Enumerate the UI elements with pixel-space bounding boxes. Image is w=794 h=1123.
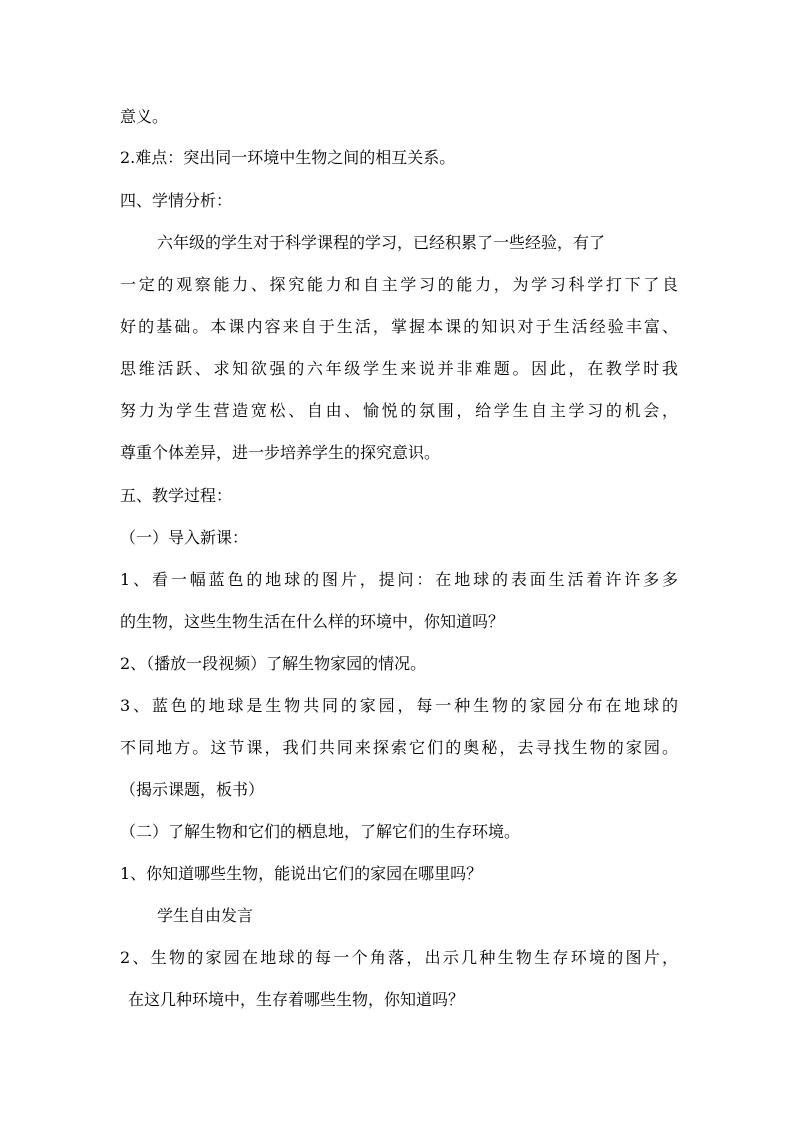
list-item-line: 的生物，这些生物生活在什么样的环境中，你知道吗？ [120,612,505,631]
list-item-line: 2、生物的家园在地球的每一个角落，出示几种生物生存环境的图片， [120,948,678,967]
difficulty-line: 2.难点：突出同一环境中生物之间的相互关系。 [120,148,456,167]
paragraph-line: 好的基础。本课内容来自于生活，掌握本课的知识对于生活经验丰富、 [120,317,678,336]
section-heading: 五、教学过程： [120,486,233,505]
text-line: （揭示课题，板书） [120,780,265,799]
list-item-line: 2、（播放一段视频）了解生物家园的情况。 [120,654,427,673]
subsection-heading: （二）了解生物和它们的栖息地，了解它们的生存环境。 [120,822,521,841]
text-line: 意义。 [120,107,169,126]
list-item-line: 3、蓝色的地球是生物共同的家园，每一种生物的家园分布在地球的 [120,696,678,715]
subsection-heading: （一）导入新课： [120,528,249,547]
paragraph-line: 尊重个体差异，进一步培养学生的探究意识。 [120,443,441,462]
list-item-line: 1、你知道哪些生物，能说出它们的家园在哪里吗？ [120,864,483,883]
section-heading: 四、学情分析： [120,191,233,210]
paragraph-line: 六年级的学生对于科学课程的学习，已经积累了一些经验，有了 [157,233,606,252]
list-item-line: 不同地方。这节课，我们共同来探索它们的奥秘，去寻找生物的家园。 [120,738,678,757]
list-item-line: 1、看一幅蓝色的地球的图片，提问：在地球的表面生活着许许多多 [120,570,678,589]
paragraph-line: 思维活跃、求知欲强的六年级学生来说并非难题。因此，在教学时我 [120,359,678,378]
text-line: 学生自由发言 [157,906,254,925]
paragraph-line: 一定的观察能力、探究能力和自主学习的能力，为学习科学打下了良 [120,275,678,294]
list-item-line: 在这几种环境中，生存着哪些生物，你知道吗？ [128,990,465,1009]
paragraph-line: 努力为学生营造宽松、自由、愉悦的氛围，给学生自主学习的机会， [120,401,678,420]
